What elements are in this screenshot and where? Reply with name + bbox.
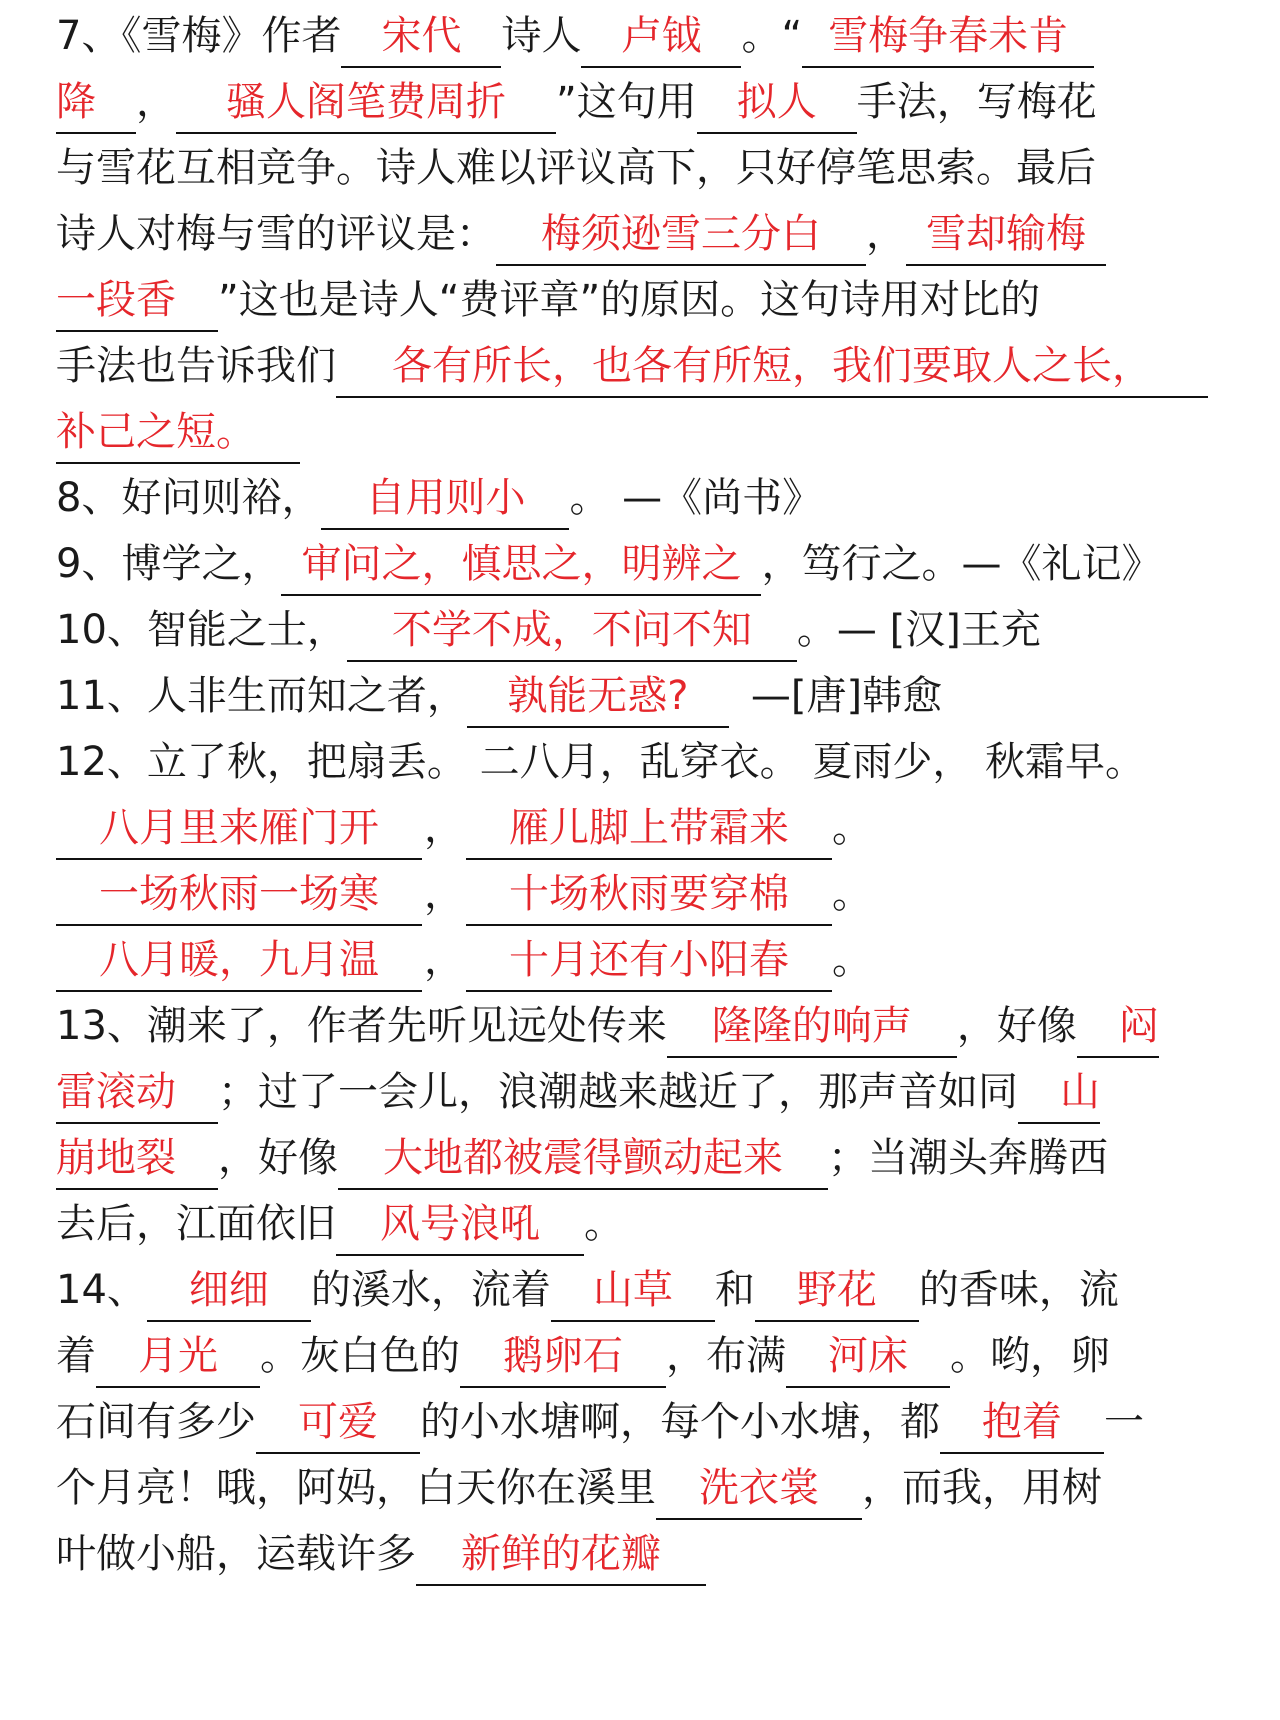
q7-text: 与雪花互相竞争。诗人难以评议高下，只好停笔思索。最后 — [56, 145, 1096, 191]
q9-text: 9、博学之， — [56, 541, 282, 587]
answer-blank: 十月还有小阳春 — [466, 930, 832, 992]
q7-text: 。“ — [741, 13, 803, 59]
q12-row-2 — [56, 858, 1228, 930]
q7-text: ”这句用 — [556, 79, 697, 125]
q12-line-1 — [56, 726, 1228, 798]
q12-text: ， — [424, 805, 464, 851]
q12-text: 。 — [832, 937, 872, 983]
answer-blank: 山草 — [551, 1260, 715, 1322]
q14-text: 和 — [714, 1267, 755, 1313]
q11-source: —[唐]韩愈 — [750, 673, 943, 719]
q7-line-7 — [56, 396, 1228, 468]
answer-blank: 细细 — [147, 1260, 311, 1322]
answer-blank: 十场秋雨要穿棉 — [466, 864, 832, 926]
q8-text: 8、好问则裕， — [56, 475, 322, 521]
answer-blank: 孰能无惑? — [467, 666, 729, 728]
answer-blank: 野花 — [755, 1260, 919, 1322]
q10-source: 。— [汉]王充 — [796, 607, 1041, 653]
q7-text: ， — [866, 211, 906, 257]
q13-line-2 — [56, 1056, 1228, 1128]
q12-text: 。 — [832, 805, 872, 851]
q13-text: 去后，江面依旧 — [56, 1201, 336, 1247]
q14-text: 一 — [1104, 1399, 1144, 1445]
answer-blank: 一场秋雨一场寒 — [56, 864, 422, 926]
q12-text: ， — [424, 871, 464, 917]
q13-text: ，好像 — [956, 1003, 1077, 1049]
q13-line-3 — [56, 1122, 1228, 1194]
q14-text: 。灰白色的 — [260, 1333, 460, 1379]
q14-text: 叶做小船，运载许多 — [56, 1531, 416, 1577]
answer-blank: 梅须逊雪三分白 — [496, 204, 866, 266]
answer-blank: 骚人阁笔费周折 — [176, 72, 556, 134]
q11-line — [56, 660, 1228, 732]
q14-line-2 — [56, 1320, 1228, 1392]
answer-blank: 河床 — [786, 1326, 950, 1388]
q7-text: 诗人对梅与雪的评议是： — [56, 211, 496, 257]
q10-line — [56, 594, 1228, 666]
q13-text: ，好像 — [218, 1135, 338, 1181]
q14-text: 的小水塘啊，每个小水塘，都 — [420, 1399, 940, 1445]
q14-line-1 — [56, 1254, 1228, 1326]
answer-blank: 八月暖，九月温 — [56, 930, 422, 992]
answer-blank: 雁儿脚上带霜来 — [466, 798, 832, 860]
answer-blank: 洗衣裳 — [656, 1458, 862, 1520]
answer-blank: 雪梅争春未肯 — [802, 6, 1094, 68]
answer-blank: 各有所长，也各有所短，我们要取人之长， — [336, 336, 1208, 398]
answer-blank: 拟人 — [697, 72, 857, 134]
q8-source: 。 —《尚书》 — [569, 475, 823, 521]
answer-blank: 自用则小 — [321, 468, 569, 530]
q7-line-2 — [56, 66, 1228, 138]
q12-text: 12、立了秋，把扇丢。 二八月，乱穿衣。 夏雨少， 秋霜早。 — [56, 739, 1146, 785]
answer-blank: 鹅卵石 — [460, 1326, 666, 1388]
q13-line-4 — [56, 1188, 1228, 1260]
q12-text: 。 — [832, 871, 872, 917]
q7-text: 手法也告诉我们 — [56, 343, 336, 389]
q14-line-5 — [56, 1518, 1228, 1590]
answer-blank: 雷滚动 — [56, 1062, 218, 1124]
answer-blank: 宋代 — [341, 6, 501, 68]
answer-blank: 八月里来雁门开 — [56, 798, 422, 860]
q14-line-3 — [56, 1386, 1228, 1458]
q14-text: 个月亮！哦，阿妈，白天你在溪里 — [56, 1465, 656, 1511]
q12-row-1 — [56, 792, 1228, 864]
q7-text: 手法，写梅花 — [856, 79, 1097, 125]
answer-blank: 月光 — [96, 1326, 260, 1388]
answer-blank: 隆隆的响声 — [667, 996, 957, 1058]
answer-blank: 不学不成，不问不知 — [347, 600, 797, 662]
answer-blank: 山 — [1018, 1062, 1100, 1124]
q12-text: ， — [424, 937, 464, 983]
q7-text: 7、《雪梅》作者 — [56, 13, 342, 59]
q7-line-1 — [56, 0, 1228, 72]
answer-blank: 审问之，慎思之，明辨之 — [281, 534, 761, 596]
q14-text: 石间有多少 — [56, 1399, 256, 1445]
answer-blank: 补己之短。 — [56, 402, 300, 464]
q13-line-1 — [56, 990, 1228, 1062]
answer-blank: 风号浪吼 — [336, 1194, 584, 1256]
q14-text: 14、 — [56, 1267, 147, 1313]
q13-text: ；当潮头奔腾西 — [828, 1135, 1108, 1181]
q7-line-4 — [56, 198, 1228, 270]
answer-blank: 闷 — [1077, 996, 1159, 1058]
q7-text: 诗人 — [501, 13, 582, 59]
answer-blank: 一段香 — [56, 270, 218, 332]
q13-text: ；过了一会儿，浪潮越来越近了，那声音如同 — [218, 1069, 1018, 1115]
answer-blank: 降 — [56, 72, 136, 134]
q7-text: ”这也是诗人“费评章”的原因。这句诗用对比的 — [218, 277, 1041, 323]
q14-text: 。哟，卵 — [950, 1333, 1110, 1379]
q10-text: 10、智能之士， — [56, 607, 347, 653]
answer-blank: 新鲜的花瓣 — [416, 1524, 706, 1586]
q14-line-4 — [56, 1452, 1228, 1524]
answer-blank: 可爱 — [256, 1392, 420, 1454]
q14-text: 着 — [56, 1333, 96, 1379]
answer-blank: 雪却输梅 — [906, 204, 1106, 266]
q9-line — [56, 528, 1228, 600]
q13-text: 。 — [584, 1201, 624, 1247]
q14-text: ，布满 — [666, 1333, 786, 1379]
answer-blank: 卢钺 — [581, 6, 741, 68]
q14-text: ，而我，用树 — [862, 1465, 1102, 1511]
q9-source: ，笃行之。—《礼记》 — [761, 541, 1162, 587]
q7-line-6 — [56, 330, 1228, 402]
q7-line-3 — [56, 132, 1228, 204]
q7-text: ， — [136, 79, 176, 125]
q12-row-3 — [56, 924, 1228, 996]
answer-blank: 抱着 — [940, 1392, 1104, 1454]
q13-text: 13、潮来了，作者先听见远处传来 — [56, 1003, 667, 1049]
answer-blank: 大地都被震得颤动起来 — [338, 1128, 828, 1190]
q14-text: 的香味，流 — [918, 1267, 1119, 1313]
q14-text: 的溪水，流着 — [310, 1267, 551, 1313]
q8-line — [56, 462, 1228, 534]
answer-blank: 崩地裂 — [56, 1128, 218, 1190]
q7-line-5 — [56, 264, 1228, 336]
q11-text: 11、人非生而知之者， — [56, 673, 467, 719]
